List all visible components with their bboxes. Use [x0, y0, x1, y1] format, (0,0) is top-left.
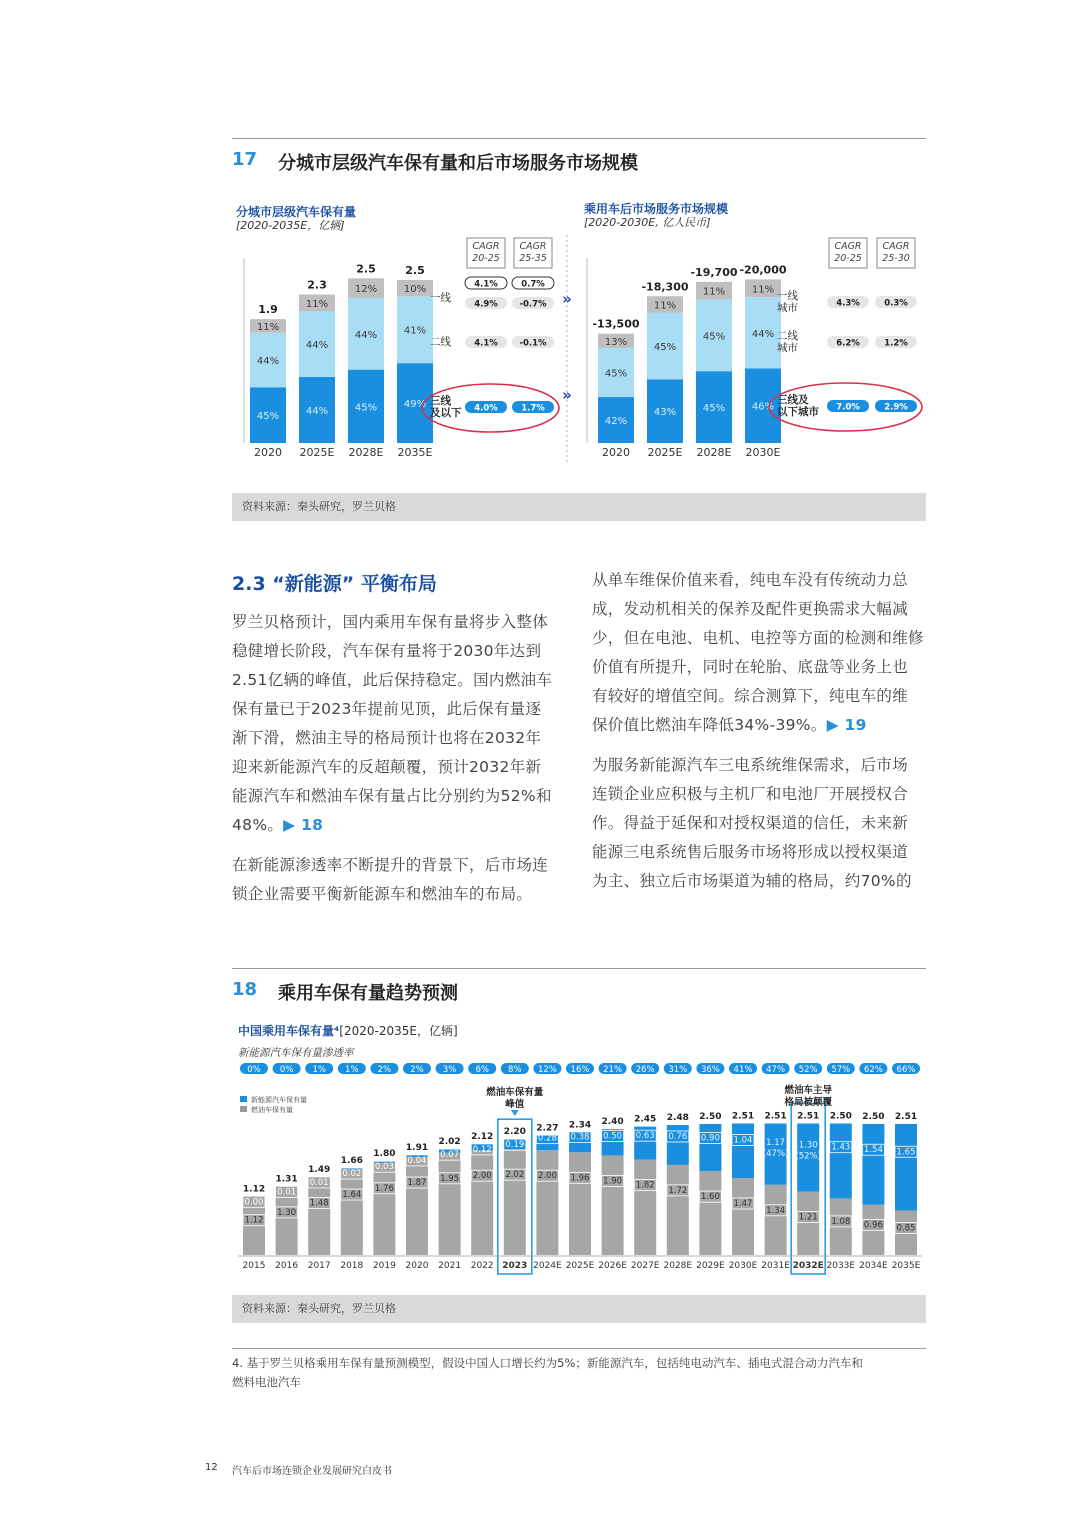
bar-segment-label: 44%	[354, 329, 378, 341]
fig18-source: 资料来源：秦头研究，罗兰贝格	[232, 1295, 926, 1323]
penetration-value: 6%	[475, 1065, 489, 1075]
text-line: 从单车维保价值来看，纯电车没有传统动力总	[592, 571, 909, 589]
bar-total-label: 1.9	[258, 303, 278, 317]
category-label: 2028E	[696, 446, 732, 459]
ice-value-label: 0.96	[863, 1220, 883, 1231]
tier-row-label: 二线	[430, 336, 451, 348]
cagr-pill-value: 2.9%	[884, 402, 908, 413]
text-line: 在新能源渗透率不断提升的背景下，后市场连	[232, 856, 549, 874]
fig18-top-rule	[232, 968, 926, 969]
nev-value-label: 1.04	[733, 1135, 753, 1146]
right-column-text	[592, 566, 937, 896]
tier-row-label: 一线	[430, 292, 451, 304]
category-label: 2024E	[533, 1261, 562, 1271]
cagr-header-label: CAGR	[834, 241, 862, 252]
category-label: 2033E	[826, 1261, 856, 1271]
footnote-rule	[232, 1348, 926, 1349]
bar-segment-nev	[830, 1123, 852, 1198]
bar-segment-nev	[895, 1124, 917, 1210]
ice-value-label: 2.00	[472, 1171, 492, 1182]
penetration-value: 52%	[798, 1065, 818, 1075]
left-column-text	[232, 608, 577, 909]
cagr-pill-value: 6.2%	[836, 338, 860, 349]
ice-value-label: 1.95	[440, 1173, 460, 1184]
category-label: 2031E	[761, 1261, 790, 1271]
ice-value-label: 1.64	[342, 1190, 362, 1201]
bar-segment-nev	[699, 1124, 721, 1171]
category-label: 2020	[254, 446, 282, 459]
nev-value-label: 0.50	[603, 1131, 623, 1142]
bar-total-label: 2.50	[699, 1112, 722, 1122]
bar-segment-label: 45%	[256, 411, 280, 423]
nev-value-label: 0.63	[635, 1131, 655, 1142]
bar-segment-label: 44%	[305, 406, 329, 418]
paragraph-gap	[232, 840, 577, 851]
nev-value-label: (47%)	[762, 1148, 789, 1159]
bar-total-label: 2.48	[666, 1113, 689, 1124]
category-label: 2028E	[348, 446, 384, 459]
bar-segment-ice	[406, 1157, 428, 1255]
nev-value-label: 0.12	[472, 1144, 492, 1155]
text-line: 成，发动机相关的保养及配件更换需求大幅减	[592, 600, 909, 618]
ice-value-label: 1.60	[700, 1192, 720, 1203]
category-label: 2015	[242, 1261, 266, 1271]
bar-total-label: 2.50	[829, 1111, 852, 1122]
category-label: 2022	[470, 1261, 494, 1271]
bar-total-label: 2.51	[894, 1112, 918, 1122]
bar-total-label: 2.50	[862, 1112, 885, 1122]
bar-segment-nev	[862, 1124, 884, 1205]
ice-value-label: 2.02	[505, 1170, 525, 1181]
category-label: 2025E	[299, 446, 335, 459]
nev-value-label: 0.02	[342, 1169, 362, 1180]
bar-total-label: 2.3	[307, 278, 327, 292]
category-label: 2030E	[745, 446, 781, 459]
category-label: 2020	[405, 1261, 429, 1271]
legend-swatch-nev	[240, 1096, 247, 1102]
bar-segment-label: 11%	[653, 300, 677, 312]
penetration-value: 16%	[570, 1065, 590, 1075]
tier-row-label: 三线	[430, 395, 451, 407]
nev-value-label: 0.01	[277, 1187, 297, 1198]
bar-segment-ice	[602, 1155, 624, 1255]
penetration-value: 2%	[410, 1065, 424, 1075]
penetration-value: 31%	[668, 1065, 688, 1075]
bar-segment-ice	[341, 1169, 363, 1255]
ice-value-label: 1.34	[766, 1205, 786, 1216]
fig17-left-title: 分城市层级汽车保有量	[236, 205, 357, 219]
chevron-right-icon: »	[562, 290, 572, 308]
text-line: 2.51亿辆的峰值，此后保持稳定。国内燃油车	[232, 671, 553, 689]
bar-total-label: 2.51	[797, 1111, 820, 1122]
nev-value-label: 1.30	[798, 1140, 818, 1151]
ice-value-label: 1.30	[277, 1207, 297, 1218]
tier-row-label: 城市	[777, 302, 798, 314]
category-label: 2029E	[696, 1261, 725, 1271]
bar-total-label: 2.51	[764, 1111, 787, 1122]
bar-segment-label: 45%	[702, 403, 726, 415]
cagr-header-label: 20-25	[834, 253, 862, 264]
ice-value-label: 2.00	[537, 1171, 557, 1182]
fig18-chart-range: [2020-2035E，亿辆]	[339, 1024, 458, 1038]
nev-value-label: 0.90	[700, 1133, 720, 1144]
bar-segment-label: 46%	[751, 401, 775, 413]
annotation-flip: 格局被颠覆	[784, 1097, 832, 1108]
bar-segment-ice	[308, 1177, 330, 1255]
bar-segment-label: 41%	[403, 325, 427, 337]
text-line: 为主、独立后市场渠道为辅的格局，约70%的	[592, 872, 912, 890]
nev-value-label: 1.17	[766, 1137, 786, 1148]
category-label: 2020	[602, 446, 630, 459]
ice-value-label: 1.72	[668, 1185, 688, 1196]
text-line: 迎来新能源汽车的反超颠覆，预计2032年新	[232, 758, 542, 776]
category-label: 2030E	[728, 1261, 758, 1271]
page-running-title: 汽车后市场连锁企业发展研究白皮书	[232, 1466, 392, 1477]
bar-segment-label: 44%	[256, 356, 280, 368]
bar-segment-ice	[667, 1165, 689, 1255]
bar-segment-label: 42%	[604, 416, 628, 428]
bar-segment-label: 45%	[653, 341, 677, 353]
ice-value-label: 1.90	[603, 1176, 623, 1187]
triangle-down-icon	[511, 1110, 519, 1116]
category-label: 2032E	[792, 1261, 824, 1271]
section-heading: 2.3 “新能源” 平衡布局	[232, 573, 437, 595]
category-label: 2016	[275, 1261, 299, 1271]
fig17-left-range: [2020-2035E，亿辆]	[236, 219, 345, 232]
cagr-pill-value: -0.7%	[519, 299, 547, 310]
chevron-right-icon: »	[562, 386, 572, 404]
category-label: 2034E	[859, 1261, 888, 1271]
fig17-source: 资料来源：秦头研究，罗兰贝格	[232, 493, 926, 521]
bar-total-label: -18,300	[641, 280, 689, 294]
bar-total-label: 2.40	[601, 1117, 624, 1128]
bar-segment-ice	[439, 1153, 461, 1255]
cagr-header-label: 20-25	[472, 253, 500, 264]
penetration-value: 62%	[863, 1065, 883, 1075]
cagr-header-label: CAGR	[472, 241, 500, 252]
text-line: 48%。▶ 18	[232, 816, 324, 834]
text-line: 能源三电系统售后服务市场将形成以授权渠道	[592, 843, 909, 861]
cagr-pill-value: 0.3%	[884, 298, 908, 309]
tier-row-label: 及以下	[430, 407, 462, 419]
footnote-line-1: 4. 基于罗兰贝格乘用车保有量预测模型，假设中国人口增长约为5%；新能源汽车，包括纯电动汽车、插电式混合动力汽车和	[232, 1356, 863, 1370]
footnote-line-2: 燃料电池汽车	[232, 1375, 301, 1389]
nev-value-label: 1.43	[831, 1142, 851, 1153]
bar-segment-ice	[699, 1171, 721, 1255]
category-label: 2035E	[891, 1261, 921, 1271]
bar-total-label: -19,700	[690, 265, 738, 279]
ice-value-label: 1.47	[733, 1198, 753, 1209]
fig17-chart	[0, 0, 1080, 480]
text-line: 保价值比燃油车降低34%-39%。▶ 19	[592, 716, 867, 734]
fig17-number: 17	[232, 149, 258, 170]
tier-row-label: 二线	[777, 330, 798, 342]
cagr-pill-value: 4.3%	[836, 298, 860, 309]
cagr-header-label: 25-30	[882, 253, 910, 264]
category-label: 2035E	[397, 446, 433, 459]
cagr-pill-value: 1.7%	[521, 403, 545, 414]
penetration-value: 12%	[537, 1065, 557, 1075]
penetration-value: 1%	[312, 1065, 326, 1075]
nev-value-label: 0.38	[570, 1132, 590, 1143]
cagr-pill-value: 4.0%	[474, 403, 498, 414]
bar-total-label: 2.02	[438, 1137, 461, 1148]
fig17-right-title: 乘用车后市场服务市场规模	[584, 202, 729, 216]
cagr-header-label: CAGR	[519, 241, 547, 252]
penetration-value: 36%	[700, 1065, 720, 1075]
bar-total-label: 1.31	[275, 1174, 298, 1185]
penetration-value: 0%	[247, 1065, 261, 1075]
bar-total-label: 2.20	[503, 1127, 526, 1138]
text-line: 稳健增长阶段，汽车保有量将于2030年达到	[232, 642, 542, 660]
text-line: 渐下滑，燃油主导的格局预计也将在2032年	[232, 729, 542, 747]
bar-total-label: 1.12	[242, 1184, 266, 1195]
fig17-right-range: [2020-2030E, 亿人民币]	[584, 216, 711, 229]
legend-swatch-ice	[240, 1106, 247, 1112]
cagr-pill-value: 7.0%	[836, 402, 860, 413]
bar-segment-label: 10%	[403, 284, 427, 296]
bar-total-label: -20,000	[739, 263, 787, 277]
tier-row-label: 三线及	[777, 394, 809, 406]
bar-segment-ice	[471, 1150, 493, 1255]
text-line: 价值有所提升，同时在轮胎、底盘等业务上也	[592, 658, 909, 676]
category-label: 2023	[502, 1261, 528, 1271]
tier-row-label: 一线	[777, 290, 798, 302]
bar-segment-ice	[634, 1160, 656, 1255]
text-line: 为服务新能源汽车三电系统维保需求，后市场	[592, 756, 909, 774]
category-label: 2028E	[663, 1261, 693, 1271]
bar-total-label: -13,500	[592, 317, 640, 331]
bar-segment-label: 45%	[354, 402, 378, 414]
nev-value-label: 0.19	[505, 1140, 525, 1151]
nev-value-label: 0.01	[309, 1177, 329, 1188]
bar-segment-ice	[536, 1150, 558, 1255]
footnote	[232, 1354, 932, 1392]
cagr-pill-value: 4.9%	[474, 299, 498, 310]
cagr-pill-value: 1.2%	[884, 338, 908, 349]
bar-segment-ice	[732, 1178, 754, 1255]
text-line: 锁企业需要平衡新能源车和燃油车的布局。	[232, 885, 533, 903]
annotation-flip: 燃油车主导	[784, 1085, 832, 1096]
cagr-header-label: CAGR	[882, 241, 910, 252]
ice-value-label: 1.08	[831, 1216, 851, 1227]
category-label: 2025E	[565, 1261, 595, 1271]
bar-segment-label: 44%	[305, 340, 329, 352]
nev-value-label: (52%)	[795, 1151, 821, 1162]
cagr-pill-value: 0.7%	[521, 279, 545, 290]
cagr-header-label: 25-35	[519, 253, 547, 264]
bar-total-label: 1.49	[308, 1164, 331, 1175]
penetration-value: 41%	[733, 1065, 753, 1075]
nev-value-label: 0.76	[668, 1131, 688, 1142]
paragraph-gap	[592, 740, 937, 751]
penetration-value: 3%	[442, 1065, 457, 1075]
bar-segment-ice	[797, 1192, 819, 1255]
bar-segment-label: 45%	[702, 331, 726, 343]
page-number: 12	[205, 1462, 218, 1473]
nev-value-label: 0.07	[440, 1150, 460, 1161]
penetration-value: 0%	[279, 1065, 294, 1075]
bar-total-label: 2.34	[568, 1120, 592, 1131]
fig18-penetration-label: 新能源汽车保有量渗透率	[238, 1047, 354, 1059]
bar-segment-label: 49%	[403, 399, 427, 411]
penetration-value: 66%	[896, 1065, 916, 1075]
legend-label-nev: 新能源汽车保有量	[251, 1096, 307, 1104]
bar-segment-ice	[569, 1152, 591, 1255]
penetration-value: 21%	[603, 1065, 623, 1075]
text-line: 能源汽车和燃油车保有量占比分别约为52%和	[232, 787, 552, 805]
nev-value-label: 0.00	[244, 1197, 264, 1208]
text-line: 罗兰贝格预计，国内乘用车保有量将步入整体	[232, 613, 549, 631]
bar-total-label: 2.45	[634, 1114, 657, 1125]
bar-total-label: 2.5	[405, 264, 425, 277]
fig18-number: 18	[232, 979, 258, 1000]
tier-row-label: 城市	[777, 342, 798, 354]
bar-total-label: 2.27	[536, 1123, 559, 1134]
legend-label-ice: 燃油车保有量	[251, 1106, 293, 1114]
bar-total-label: 2.12	[471, 1131, 494, 1142]
nev-value-label: 1.65	[896, 1147, 916, 1158]
bar-segment-ice	[504, 1149, 526, 1255]
cagr-pill-value: 4.1%	[474, 338, 498, 349]
ice-value-label: 1.21	[798, 1212, 818, 1223]
nev-value-label: 0.28	[537, 1133, 557, 1144]
category-label: 2017	[307, 1261, 331, 1271]
bar-total-label: 2.5	[356, 262, 376, 276]
category-label: 2025E	[647, 446, 683, 459]
cagr-pill-value: 4.1%	[474, 279, 498, 290]
annotation-peak: 峰值	[505, 1099, 525, 1110]
category-label: 2026E	[598, 1261, 627, 1271]
bar-segment-label: 43%	[653, 407, 677, 419]
bar-segment-label: 11%	[702, 286, 726, 298]
bar-segment-ice	[765, 1185, 787, 1255]
nev-value-label: 1.54	[863, 1145, 883, 1156]
ice-value-label: 1.82	[635, 1180, 655, 1191]
penetration-value: 1%	[345, 1065, 359, 1075]
text-line: 保有量已于2023年提前见顶，此后保有量逐	[232, 700, 542, 718]
penetration-value: 2%	[377, 1065, 392, 1075]
bar-segment-label: 13%	[604, 336, 628, 348]
ice-value-label: 1.96	[570, 1173, 590, 1184]
text-line: 有较好的增值空间。综合测算下，纯电车的维	[592, 687, 909, 705]
bar-total-label: 1.80	[373, 1149, 396, 1160]
text-line: 少，但在电池、电机、电控等方面的检测和维修	[592, 629, 924, 647]
category-label: 2027E	[630, 1261, 660, 1271]
bar-segment-label: 44%	[751, 328, 775, 340]
category-label: 2018	[340, 1261, 364, 1271]
figure-reference-link[interactable]: ▶ 19	[826, 716, 867, 734]
ice-value-label: 1.87	[407, 1178, 427, 1189]
fig17-title: 分城市层级汽车保有量和后市场服务市场规模	[278, 153, 638, 174]
category-label: 2019	[372, 1261, 396, 1271]
ice-value-label: 1.48	[309, 1198, 329, 1209]
bar-segment-label: 45%	[604, 368, 628, 380]
bar-total-label: 2.51	[731, 1111, 755, 1122]
text-line: 作。得益于延保和对授权渠道的信任，未来新	[592, 814, 909, 832]
nev-value-label: 0.03	[374, 1162, 394, 1173]
penetration-value: 47%	[766, 1065, 786, 1075]
bar-total-label: 1.91	[405, 1142, 429, 1153]
bar-segment-nev	[732, 1123, 754, 1177]
bar-segment-label: 11%	[256, 321, 280, 333]
bar-total-label: 1.66	[340, 1156, 363, 1167]
tier-row-label: 以下城市	[777, 406, 819, 418]
fig18-chart-title: 中国乘用车保有量⁴	[238, 1024, 340, 1038]
bar-segment-label: 12%	[354, 284, 378, 296]
bar-segment-label: 11%	[305, 298, 329, 310]
bar-segment-ice	[373, 1163, 395, 1255]
penetration-value: 8%	[508, 1065, 522, 1075]
cagr-pill-value: -0.1%	[519, 338, 547, 349]
penetration-value: 57%	[831, 1065, 851, 1075]
text-line: 连锁企业应积极与主机厂和电池厂开展授权合	[592, 785, 909, 803]
figure-reference-link[interactable]: ▶ 18	[283, 816, 324, 834]
category-label: 2021	[438, 1261, 462, 1271]
ice-value-label: 1.12	[244, 1215, 264, 1226]
ice-value-label: 0.85	[896, 1223, 916, 1234]
penetration-value: 26%	[635, 1065, 655, 1075]
ice-value-label: 1.76	[374, 1183, 394, 1194]
fig18-title: 乘用车保有量趋势预测	[278, 983, 458, 1004]
fig18-chart	[0, 1000, 1080, 1290]
annotation-peak: 燃油车保有量	[486, 1087, 544, 1098]
bar-segment-label: 11%	[751, 284, 775, 296]
nev-value-label: 0.04	[407, 1155, 427, 1166]
